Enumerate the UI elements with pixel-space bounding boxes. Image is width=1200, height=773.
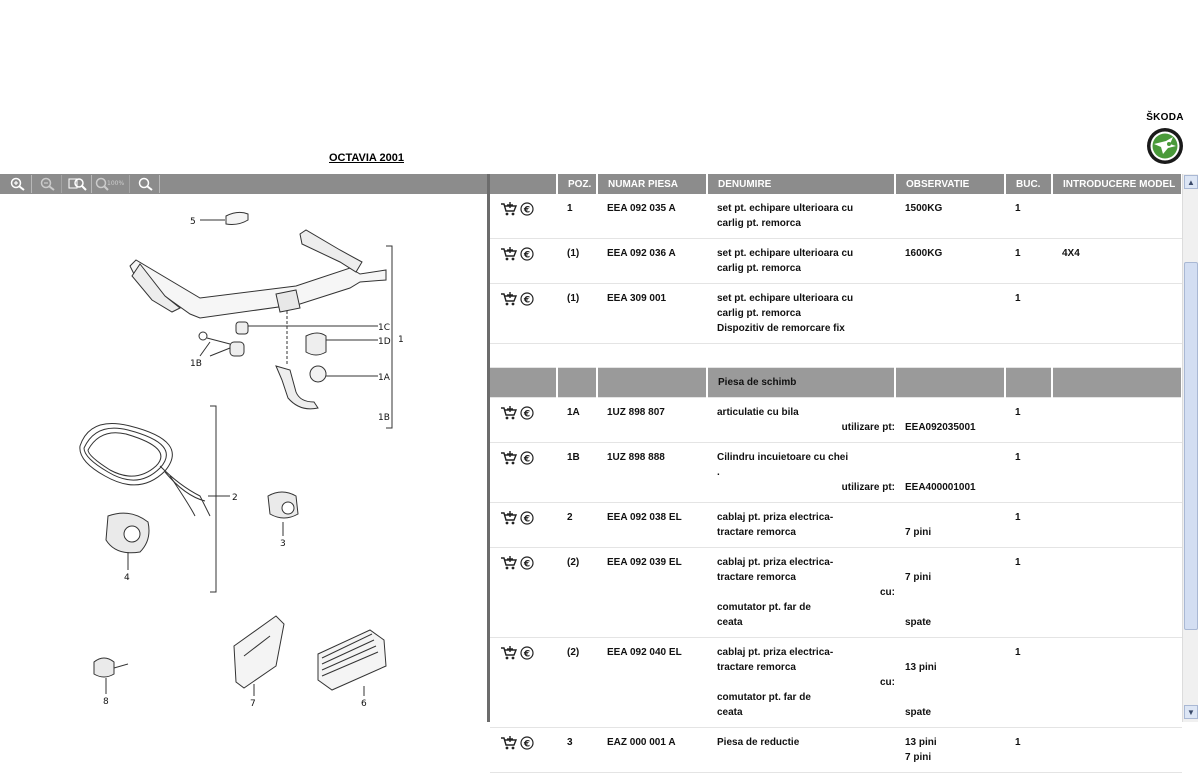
svg-text:€: € — [523, 649, 531, 660]
cell-observatie — [895, 398, 1005, 443]
diagram-callout-6: 6 — [361, 699, 367, 709]
row-actions — [500, 405, 557, 420]
chevron-up-icon: ▲ — [1187, 177, 1195, 187]
chevron-down-icon: ▼ — [1187, 707, 1195, 717]
row-actions — [500, 645, 557, 660]
zoom-100-icon — [95, 177, 129, 191]
cell-buc: 1 — [1005, 548, 1052, 638]
add-to-cart-icon[interactable] — [500, 511, 518, 525]
table-row — [490, 728, 1182, 773]
table-row — [490, 284, 1182, 344]
cell-denumire: set pt. echipare ulterioara cu carlig pt. remorca — [707, 194, 895, 239]
cell-observatie: 7 pini — [895, 503, 1005, 548]
price-euro-icon[interactable] — [520, 247, 534, 261]
cu-label: cu: — [880, 587, 895, 598]
search-icon — [138, 177, 154, 191]
zoom-fit-icon — [68, 177, 88, 191]
svg-text:€: € — [523, 514, 531, 525]
diagram-callout-3: 3 — [280, 539, 286, 549]
price-euro-icon[interactable] — [520, 202, 534, 216]
add-to-cart-icon[interactable] — [500, 556, 518, 570]
cell-observatie: 1500KG — [895, 194, 1005, 239]
price-euro-icon[interactable] — [520, 736, 534, 750]
parts-table — [490, 174, 1183, 773]
diagram-callout-1d: 1D — [378, 337, 391, 347]
cell-buc: 1 — [1005, 284, 1052, 344]
parts-list-scrollbar[interactable] — [1182, 174, 1198, 722]
svg-text:€: € — [523, 205, 531, 216]
usage-value: EEA400001001 — [905, 482, 976, 493]
price-euro-icon[interactable] — [520, 292, 534, 306]
cell-poz: (2) — [557, 548, 597, 638]
cell-buc: 1 — [1005, 503, 1052, 548]
diagram-panel — [0, 174, 487, 722]
scroll-up-button[interactable] — [1184, 175, 1198, 189]
cell-poz: (2) — [557, 638, 597, 728]
cell-introducere-model — [1052, 398, 1182, 443]
scrollbar-thumb[interactable] — [1184, 262, 1198, 630]
cell-numar-piesa[interactable]: EEA 092 039 EL — [597, 548, 707, 638]
diagram-callout-1c: 1C — [378, 323, 391, 333]
cell-poz: 3 — [557, 728, 597, 773]
brand-block — [1140, 112, 1190, 165]
table-header-row — [490, 174, 1182, 194]
cell-buc: 1 — [1005, 194, 1052, 239]
add-to-cart-icon[interactable] — [500, 292, 518, 306]
cell-denumire: set pt. echipare ulterioara cu carlig pt. remorca — [707, 239, 895, 284]
diagram-callout-1: 1 — [398, 335, 404, 345]
cell-denumire: cablaj pt. priza electrica- tractare remorca — [707, 503, 895, 548]
zoom-in-button[interactable] — [4, 175, 32, 193]
cell-introducere-model — [1052, 194, 1182, 239]
search-button[interactable] — [132, 175, 160, 193]
diagram-callout-4: 4 — [124, 573, 130, 583]
cell-numar-piesa[interactable]: 1UZ 898 807 — [597, 398, 707, 443]
table-row — [490, 239, 1182, 284]
diagram-toolbar — [0, 174, 487, 194]
cell-observatie — [895, 284, 1005, 344]
section-header-row — [490, 368, 1182, 398]
cell-introducere-model — [1052, 284, 1182, 344]
cell-numar-piesa[interactable]: EEA 092 035 A — [597, 194, 707, 239]
cell-observatie: 13 pini 7 pini — [895, 728, 1005, 773]
diagram-callout-2: 2 — [232, 493, 238, 503]
cell-introducere-model: 4X4 — [1052, 239, 1182, 284]
table-row — [490, 638, 1182, 728]
col-header-buc: BUC. — [1005, 174, 1052, 194]
cell-buc: 1 — [1005, 728, 1052, 773]
cell-introducere-model — [1052, 503, 1182, 548]
table-row — [490, 503, 1182, 548]
add-to-cart-icon[interactable] — [500, 406, 518, 420]
usage-label: utilizare pt: — [841, 422, 895, 433]
cell-numar-piesa[interactable]: EEA 092 038 EL — [597, 503, 707, 548]
skoda-logo-icon — [1146, 127, 1184, 165]
add-to-cart-icon[interactable] — [500, 451, 518, 465]
col-header-poz: POZ. — [557, 174, 597, 194]
row-actions — [500, 291, 557, 306]
svg-text:€: € — [523, 559, 531, 570]
cell-poz: (1) — [557, 284, 597, 344]
parts-list-panel — [490, 174, 1182, 763]
usage-value: EEA092035001 — [905, 422, 976, 433]
col-header-denumire: DENUMIRE — [707, 174, 895, 194]
row-actions — [500, 510, 557, 525]
row-actions — [500, 735, 557, 750]
zoom-100-label: 100% — [106, 180, 124, 187]
cell-poz: (1) — [557, 239, 597, 284]
brand-name: ŠKODA — [1146, 112, 1184, 123]
cell-buc: 1 — [1005, 638, 1052, 728]
price-euro-icon[interactable] — [520, 556, 534, 570]
cell-denumire: Piesa de reductie — [707, 728, 895, 773]
cell-introducere-model — [1052, 548, 1182, 638]
cell-observatie — [895, 443, 1005, 503]
cell-numar-piesa[interactable]: EEA 092 040 EL — [597, 638, 707, 728]
svg-text:€: € — [523, 409, 531, 420]
cell-numar-piesa[interactable]: EEA 309 001 — [597, 284, 707, 344]
diagram-callout-1a: 1A — [378, 373, 390, 383]
cell-denumire: cablaj pt. priza electrica- tractare remorca cu: comutator pt. far de ceata — [707, 638, 895, 728]
diagram-callout-7: 7 — [250, 699, 256, 709]
zoom-out-icon — [40, 177, 56, 191]
svg-text:€: € — [523, 250, 531, 261]
price-euro-icon[interactable] — [520, 646, 534, 660]
svg-text:€: € — [523, 295, 531, 306]
cell-poz: 1B — [557, 443, 597, 503]
cell-poz: 1 — [557, 194, 597, 239]
cell-denumire: cablaj pt. priza electrica- tractare remorca cu: comutator pt. far de ceata — [707, 548, 895, 638]
diagram-callout-5: 5 — [190, 217, 196, 227]
price-euro-icon[interactable] — [520, 406, 534, 420]
diagram-callout-1b-right: 1B — [378, 413, 390, 423]
zoom-in-icon — [10, 177, 26, 191]
row-actions — [500, 201, 557, 216]
col-header-observatie: OBSERVATIE — [895, 174, 1005, 194]
cell-introducere-model — [1052, 638, 1182, 728]
table-row — [490, 443, 1182, 503]
cell-numar-piesa[interactable]: 1UZ 898 888 — [597, 443, 707, 503]
cell-denumire: Cilindru incuietoare cu chei . utilizare pt: — [707, 443, 895, 503]
row-actions — [500, 555, 557, 570]
cell-buc: 1 — [1005, 239, 1052, 284]
model-title-link[interactable]: OCTAVIA 2001 — [329, 152, 404, 164]
cell-poz: 2 — [557, 503, 597, 548]
cu-label: cu: — [880, 677, 895, 688]
cell-introducere-model — [1052, 443, 1182, 503]
svg-text:€: € — [523, 454, 531, 465]
add-to-cart-icon[interactable] — [500, 646, 518, 660]
cell-introducere-model — [1052, 728, 1182, 773]
cell-denumire: articulatie cu bila utilizare pt: — [707, 398, 895, 443]
cell-denumire: set pt. echipare ulterioara cu carlig pt. remorca Dispozitiv de remorcare fix — [707, 284, 895, 344]
cell-numar-piesa[interactable]: EAZ 000 001 A — [597, 728, 707, 773]
add-to-cart-icon[interactable] — [500, 202, 518, 216]
add-to-cart-icon[interactable] — [500, 736, 518, 750]
diagram-callout-1b-left: 1B — [190, 359, 202, 369]
cell-observatie: 7 pini spate — [895, 548, 1005, 638]
table-row — [490, 194, 1182, 239]
svg-text:€: € — [523, 739, 531, 750]
parts-diagram — [0, 196, 487, 722]
price-euro-icon[interactable] — [520, 511, 534, 525]
row-actions — [500, 450, 557, 465]
cell-poz: 1A — [557, 398, 597, 443]
scroll-down-button[interactable] — [1184, 705, 1198, 719]
price-euro-icon[interactable] — [520, 451, 534, 465]
cell-observatie: 13 pini spate — [895, 638, 1005, 728]
zoom-out-button[interactable] — [34, 175, 62, 193]
section-title: Piesa de schimb — [707, 368, 895, 398]
cell-buc: 1 — [1005, 443, 1052, 503]
usage-label: utilizare pt: — [841, 482, 895, 493]
spacer-row — [490, 344, 1182, 368]
cell-buc: 1 — [1005, 398, 1052, 443]
cell-observatie: 1600KG — [895, 239, 1005, 284]
col-header-numar-piesa: NUMAR PIESA — [597, 174, 707, 194]
table-row — [490, 548, 1182, 638]
col-header-introducere-model: INTRODUCERE MODEL — [1052, 174, 1182, 194]
row-actions — [500, 246, 557, 261]
col-header-actions — [490, 174, 557, 194]
cell-numar-piesa[interactable]: EEA 092 036 A — [597, 239, 707, 284]
zoom-fit-button[interactable] — [64, 175, 92, 193]
add-to-cart-icon[interactable] — [500, 247, 518, 261]
diagram-callout-8: 8 — [103, 697, 109, 707]
zoom-100-button[interactable] — [94, 175, 130, 193]
table-row — [490, 398, 1182, 443]
